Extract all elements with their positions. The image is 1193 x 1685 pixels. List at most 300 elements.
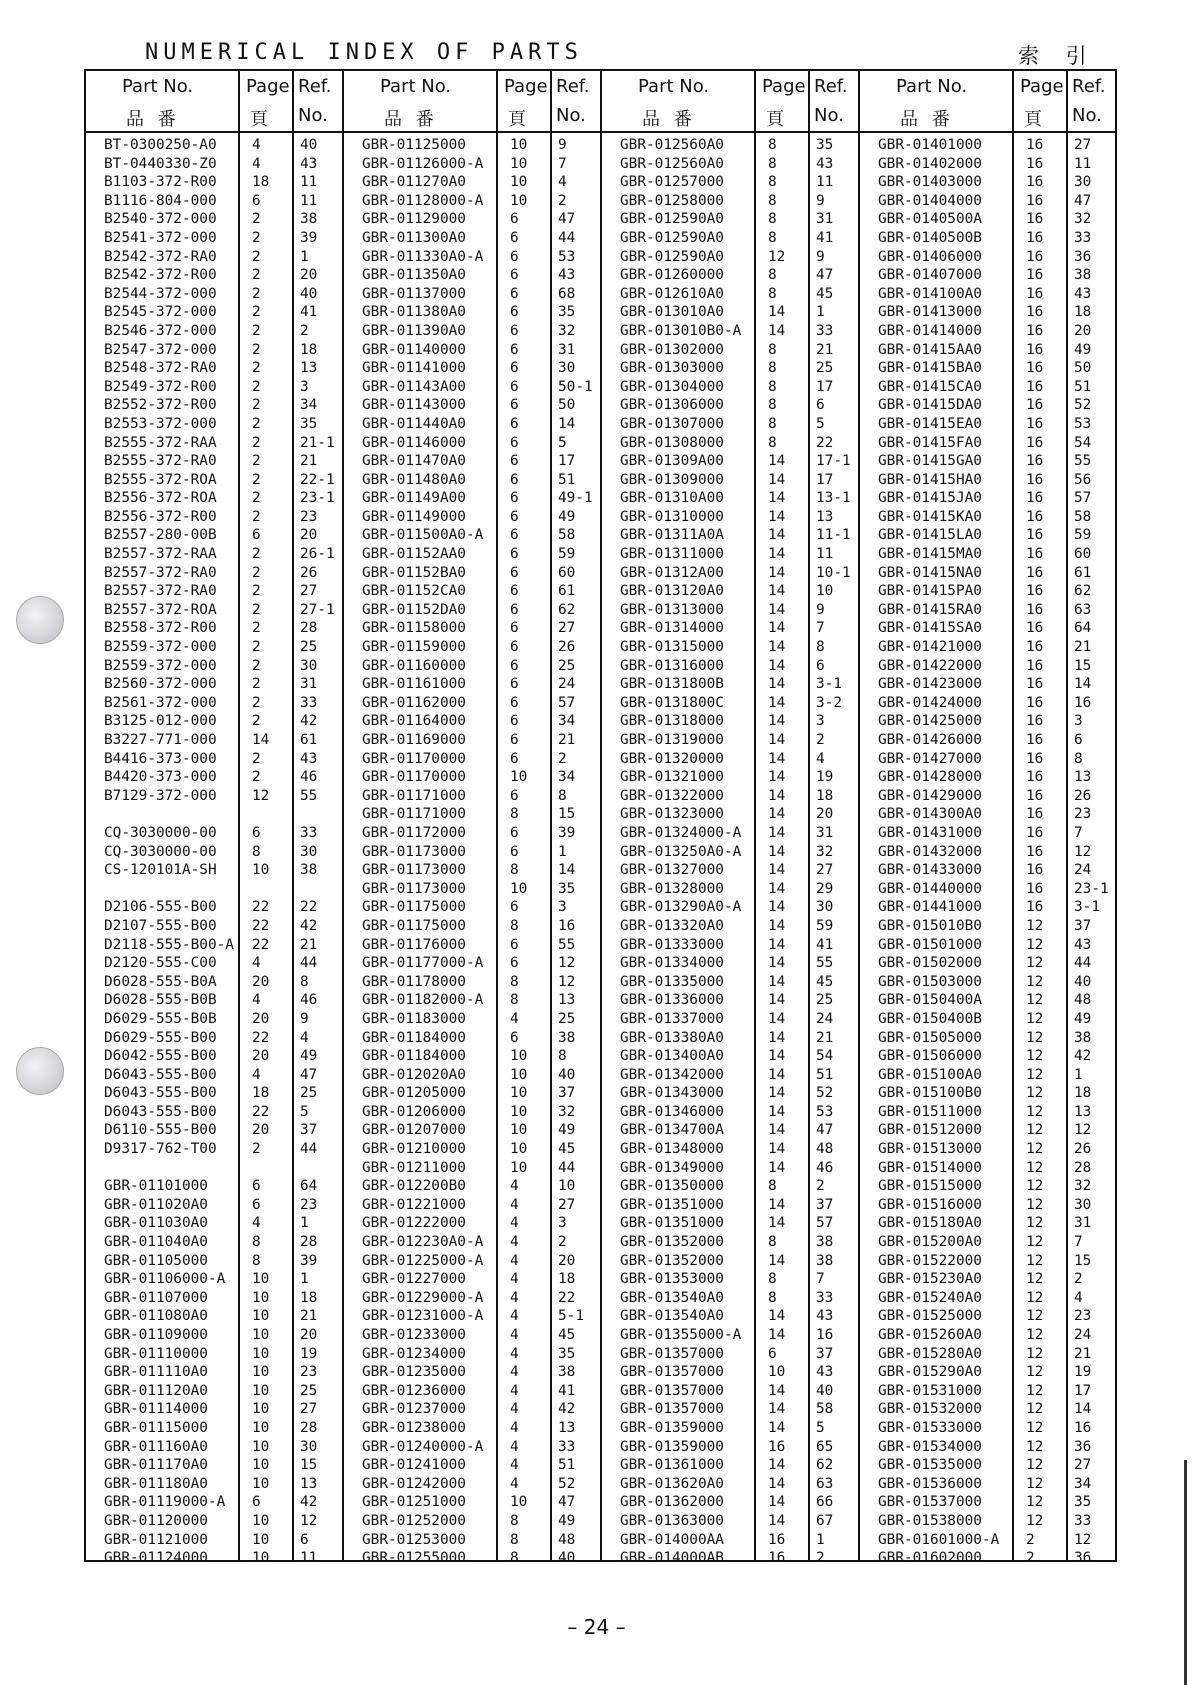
page-cell: 16 [1026, 285, 1044, 302]
part-no-cell: GBR-01225000-A [362, 1252, 484, 1269]
page-cell: 14 [768, 899, 786, 916]
ref-no-cell: 11 [816, 546, 834, 563]
part-no-cell: GBR-01158000 [362, 620, 466, 637]
part-no-cell: GBR-01172000 [362, 824, 466, 841]
page-cell: 6 [510, 787, 519, 804]
part-no-cell: GBR-01309000 [620, 471, 724, 488]
table-row [86, 1196, 342, 1215]
table-row [860, 1549, 1116, 1568]
part-no-cell: GBR-01512000 [878, 1122, 982, 1139]
part-no-cell: GBR-01222000 [362, 1215, 466, 1232]
table-row [344, 936, 600, 955]
ref-no-cell: 14 [1074, 676, 1092, 693]
part-no-cell [86, 1159, 238, 1178]
part-no-cell: GBR-01363000 [620, 1512, 724, 1529]
part-no-cell: GBR-01357000 [620, 1345, 724, 1362]
page-cell: 16 [1026, 732, 1044, 748]
ref-no-cell: 39 [300, 1252, 318, 1269]
page-cell: 2 [252, 546, 261, 563]
table-row [344, 1047, 600, 1066]
table-row [602, 396, 858, 415]
ref-no-cell: 24 [816, 1010, 834, 1027]
page-cell: 6 [252, 1494, 261, 1511]
table-row [860, 1531, 1116, 1550]
table-row [86, 136, 342, 155]
part-no-cell: GBR-012560A0 [620, 137, 724, 153]
ref-no-cell: 25 [300, 1382, 318, 1399]
table-row [602, 1475, 858, 1494]
page-cell: 16 [1026, 806, 1044, 823]
parts-index-table [84, 69, 1117, 1567]
page-cell: 12 [1026, 1512, 1044, 1529]
table-row [344, 1512, 600, 1531]
table-row [344, 898, 600, 917]
part-no-cell: GBR-011040A0 [104, 1234, 208, 1251]
page-cell: 2 [252, 415, 261, 432]
part-no-cell: GBR-01501000 [878, 936, 982, 953]
ref-no-cell: 62 [558, 601, 576, 618]
part-no-cell: BT-0300250-A0 [104, 137, 217, 153]
part-no-cell: GBR-01323000 [620, 806, 724, 823]
page-cell: 6 [510, 397, 519, 414]
part-no-cell: GBR-01238000 [362, 1419, 466, 1436]
part-no-cell: GBR-01425000 [878, 713, 982, 730]
part-no-cell: GBR-01106000-A [104, 1271, 226, 1288]
page-cell: 6 [510, 360, 519, 377]
table-row [860, 1382, 1116, 1401]
ref-no-cell: 32 [558, 1103, 576, 1120]
header-ref-jp: No. [814, 105, 844, 126]
ref-no-cell: 2 [816, 1550, 825, 1567]
page-cell: 6 [510, 267, 519, 284]
ref-no-cell: 60 [1074, 546, 1092, 563]
ref-no-cell: 18 [1074, 1085, 1092, 1102]
page-cell: 12 [1026, 1048, 1044, 1065]
page-cell: 2 [252, 713, 261, 730]
ref-no-cell: 48 [558, 1531, 576, 1548]
ref-no-cell: 32 [1074, 1178, 1092, 1195]
part-no-cell: GBR-01352000 [620, 1252, 724, 1269]
table-row [860, 322, 1116, 341]
table-row [86, 1270, 342, 1289]
table-row [344, 861, 600, 880]
table-row [602, 1438, 858, 1457]
ref-no-cell: 59 [558, 546, 576, 563]
part-no-cell: GBR-01316000 [620, 657, 724, 674]
index-column-1 [86, 71, 344, 1567]
page-cell: 2 [252, 564, 261, 581]
part-no-cell: GBR-01440000 [878, 880, 982, 897]
page-cell: 8 [510, 917, 519, 934]
part-no-cell: GBR-01404000 [878, 192, 982, 209]
table-row [602, 1047, 858, 1066]
part-no-cell: GBR-01121000 [104, 1531, 208, 1548]
table-row [860, 675, 1116, 694]
page-cell: 2 [252, 322, 261, 339]
part-no-cell: GBR-015100A0 [878, 1066, 982, 1083]
page-cell: 12 [1026, 992, 1044, 1009]
part-no-cell: GBR-01105000 [104, 1252, 208, 1269]
table-row [602, 1177, 858, 1196]
page-cell: 14 [768, 490, 786, 507]
page-cell: 8 [510, 992, 519, 1009]
part-no-cell: GBR-01236000 [362, 1382, 466, 1399]
ref-no-cell: 44 [300, 955, 318, 972]
table-row [860, 192, 1116, 211]
ref-no-cell: 11 [300, 192, 318, 209]
part-no-cell: GBR-01321000 [620, 769, 724, 786]
table-row [860, 1345, 1116, 1364]
page-cell: 12 [1026, 1141, 1044, 1158]
part-no-cell: GBR-01506000 [878, 1048, 982, 1065]
part-no-cell: GBR-015260A0 [878, 1327, 982, 1343]
page-cell: 12 [1026, 1382, 1044, 1399]
part-no-cell: GBR-01536000 [878, 1475, 982, 1492]
part-no-cell: GBR-011380A0 [362, 304, 466, 321]
ref-no-cell: 21 [558, 732, 576, 748]
part-no-cell: GBR-01515000 [878, 1178, 982, 1195]
ref-no-cell: 18 [816, 787, 834, 804]
ref-no-cell: 47 [558, 211, 576, 228]
part-no-cell: GBR-012590A0 [620, 229, 724, 246]
table-row [860, 341, 1116, 360]
ref-no-cell: 13 [558, 1419, 576, 1436]
page-cell: 14 [768, 1029, 786, 1046]
table-row [860, 136, 1116, 155]
table-row [344, 1066, 600, 1085]
ref-no-cell: 23-1 [1074, 880, 1109, 897]
ref-no-cell: 3-1 [1074, 899, 1100, 916]
part-no-cell: GBR-012200B0 [362, 1178, 466, 1195]
page-cell: 2 [252, 434, 261, 451]
ref-no-cell: 50 [1074, 360, 1092, 377]
ref-no-cell: 27-1 [300, 601, 335, 618]
page-cell: 12 [1026, 1475, 1044, 1492]
ref-no-cell: 26 [1074, 787, 1092, 804]
table-row [86, 1531, 342, 1550]
page-cell: 4 [510, 1271, 519, 1288]
table-row [344, 415, 600, 434]
table-row [860, 712, 1116, 731]
table-row [86, 471, 342, 490]
ref-no-cell: 67 [816, 1512, 834, 1529]
table-row [344, 434, 600, 453]
header-part-no: Part No. [896, 76, 968, 97]
ref-no-cell: 8 [558, 787, 567, 804]
part-no-cell: GBR-011110A0 [104, 1364, 208, 1381]
page-cell: 6 [510, 936, 519, 953]
page-cell: 16 [1026, 397, 1044, 414]
table-row [86, 1456, 342, 1475]
ref-no-cell: 11-1 [816, 527, 851, 544]
ref-no-cell [292, 880, 342, 899]
ref-no-cell: 52 [816, 1085, 834, 1102]
page-cell: 10 [510, 769, 528, 786]
table-row [86, 210, 342, 229]
part-no-cell: GBR-01170000 [362, 750, 466, 767]
page-cell: 16 [1026, 174, 1044, 191]
page-cell: 6 [510, 211, 519, 228]
page-cell: 12 [1026, 1345, 1044, 1362]
table-row [344, 1084, 600, 1103]
part-no-cell: GBR-01503000 [878, 973, 982, 990]
table-row [602, 526, 858, 545]
part-no-cell: GBR-01351000 [620, 1196, 724, 1213]
page-cell: 10 [510, 155, 528, 172]
part-no-cell: GBR-012020A0 [362, 1066, 466, 1083]
ref-no-cell: 27 [300, 583, 318, 600]
ref-no-cell: 59 [816, 917, 834, 934]
page-cell: 4 [510, 1234, 519, 1251]
table-row [860, 601, 1116, 620]
table-row [860, 1307, 1116, 1326]
table-row [602, 805, 858, 824]
page-cell: 4 [510, 1345, 519, 1362]
page-cell [238, 1159, 292, 1178]
ref-no-cell: 22 [558, 1289, 576, 1306]
part-no-cell: GBR-013250A0-A [620, 843, 742, 860]
table-row [860, 434, 1116, 453]
table-row [86, 768, 342, 787]
table-row [602, 1233, 858, 1252]
table-row [344, 248, 600, 267]
ref-no-cell: 53 [558, 248, 576, 265]
part-no-cell: GBR-01170000 [362, 769, 466, 786]
page-cell: 12 [1026, 973, 1044, 990]
page-cell: 8 [768, 229, 777, 246]
part-no-cell: GBR-01312A00 [620, 564, 724, 581]
part-no-cell: GBR-011330A0-A [362, 248, 484, 265]
table-row [860, 1363, 1116, 1382]
page-cell: 14 [768, 973, 786, 990]
table-row [860, 638, 1116, 657]
table-row [86, 917, 342, 936]
table-row [344, 155, 600, 174]
part-no-cell: GBR-01310000 [620, 508, 724, 525]
table-row [86, 415, 342, 434]
ref-no-cell: 29 [816, 880, 834, 897]
table-row [602, 1140, 858, 1159]
table-row [602, 155, 858, 174]
ref-no-cell: 2 [558, 192, 567, 209]
table-row [86, 1493, 342, 1512]
part-no-cell: GBR-015280A0 [878, 1345, 982, 1362]
page-cell: 16 [1026, 341, 1044, 358]
ref-no-cell: 28 [300, 1234, 318, 1251]
page-cell: 16 [1026, 490, 1044, 507]
page-cell: 14 [768, 564, 786, 581]
ref-no-cell: 53 [816, 1103, 834, 1120]
ref-no-cell: 4 [300, 1029, 309, 1046]
table-row [86, 657, 342, 676]
ref-no-cell: 46 [300, 992, 318, 1009]
part-no-cell: GBR-01173000 [362, 862, 466, 879]
table-row [344, 210, 600, 229]
part-no-cell: GBR-01109000 [104, 1327, 208, 1343]
table-row [344, 805, 600, 824]
table-row [344, 917, 600, 936]
part-no-cell: GBR-01413000 [878, 304, 982, 321]
page-cell: 6 [510, 639, 519, 656]
column-header [344, 71, 600, 133]
ref-no-cell: 9 [558, 137, 567, 153]
page-cell: 16 [1026, 192, 1044, 209]
ref-no-cell: 16 [558, 917, 576, 934]
ref-no-cell: 22-1 [300, 471, 335, 488]
part-no-cell: GBR-01429000 [878, 787, 982, 804]
page-cell: 18 [252, 1085, 270, 1102]
table-row [602, 415, 858, 434]
table-row [344, 1475, 600, 1494]
header-part-no-jp: 品 番 [384, 109, 438, 130]
part-no-cell: GBR-01346000 [620, 1103, 724, 1120]
ref-no-cell: 20 [1074, 322, 1092, 339]
table-row [344, 750, 600, 769]
table-row [86, 452, 342, 471]
table-row [344, 526, 600, 545]
page-cell: 8 [768, 1178, 777, 1195]
ref-no-cell: 45 [558, 1327, 576, 1343]
table-row [602, 1363, 858, 1382]
header-page-jp: 頁 [1024, 109, 1042, 130]
page-cell: 6 [510, 713, 519, 730]
part-no-cell: B2559-372-000 [104, 657, 217, 674]
table-row [860, 861, 1116, 880]
table-row [344, 489, 600, 508]
page-cell: 12 [1026, 1364, 1044, 1381]
ref-no-cell: 33 [1074, 1512, 1092, 1529]
table-row [860, 954, 1116, 973]
ref-no-cell: 37 [558, 1085, 576, 1102]
ref-no-cell: 53 [1074, 415, 1092, 432]
ref-no-cell: 15 [1074, 1252, 1092, 1269]
table-row [344, 582, 600, 601]
ref-no-cell: 40 [816, 1382, 834, 1399]
ref-no-cell: 27 [816, 862, 834, 879]
part-no-cell: D6043-555-B00 [104, 1085, 217, 1102]
part-no-cell: GBR-011440A0 [362, 415, 466, 432]
ref-no-cell: 14 [558, 862, 576, 879]
part-no-cell: GBR-01240000-A [362, 1438, 484, 1455]
part-no-cell: GBR-01237000 [362, 1401, 466, 1418]
ref-no-cell: 13-1 [816, 490, 851, 507]
table-row [344, 545, 600, 564]
part-no-cell: GBR-014100A0 [878, 285, 982, 302]
ref-no-cell: 43 [1074, 936, 1092, 953]
ref-no-cell: 22 [816, 434, 834, 451]
table-row [86, 694, 342, 713]
part-no-cell: B2559-372-000 [104, 639, 217, 656]
part-no-cell: GBR-01253000 [362, 1531, 466, 1548]
page-cell: 10 [252, 862, 270, 879]
ref-no-cell: 32 [1074, 211, 1092, 228]
page-cell: 16 [1026, 229, 1044, 246]
part-no-cell: GBR-01522000 [878, 1252, 982, 1269]
page-cell: 16 [1026, 583, 1044, 600]
part-no-cell: B2548-372-RA0 [104, 360, 217, 377]
page-cell: 20 [252, 1010, 270, 1027]
page-cell: 8 [768, 285, 777, 302]
ref-no-cell: 42 [1074, 1048, 1092, 1065]
table-row [344, 1140, 600, 1159]
page-cell: 10 [252, 1327, 270, 1343]
ref-no-cell: 43 [300, 750, 318, 767]
table-row [860, 248, 1116, 267]
table-row [344, 1270, 600, 1289]
ref-no-cell: 35 [300, 415, 318, 432]
table-row [86, 601, 342, 620]
header-ref: Ref. [298, 76, 332, 97]
table-row [602, 192, 858, 211]
page-cell: 10 [252, 1457, 270, 1474]
table-row [860, 936, 1116, 955]
part-no-cell: B1103-372-R00 [104, 174, 217, 191]
column-divider [1012, 71, 1014, 1560]
page-cell: 14 [768, 1215, 786, 1232]
table-row [602, 1456, 858, 1475]
header-page: Page [762, 76, 806, 97]
page-cell: 16 [1026, 267, 1044, 284]
ref-no-cell: 8 [300, 973, 309, 990]
column-header [86, 71, 342, 133]
page-cell: 12 [252, 787, 270, 804]
part-no-cell: GBR-0140500B [878, 229, 982, 246]
table-row [86, 731, 342, 750]
table-row [86, 1103, 342, 1122]
ref-no-cell: 68 [558, 285, 576, 302]
table-row [86, 508, 342, 527]
ref-no-cell: 46 [816, 1159, 834, 1176]
page-cell: 20 [252, 1122, 270, 1139]
part-no-cell: B2553-372-000 [104, 415, 217, 432]
table-row [602, 1159, 858, 1178]
page-cell: 10 [510, 174, 528, 191]
part-no-cell: GBR-01176000 [362, 936, 466, 953]
part-no-cell: GBR-01538000 [878, 1512, 982, 1529]
table-row [86, 1382, 342, 1401]
page-cell: 10 [252, 1345, 270, 1362]
ref-no-cell: 9 [816, 248, 825, 265]
ref-no-cell: 49-1 [558, 490, 593, 507]
part-no-cell: GBR-01352000 [620, 1234, 724, 1251]
page-cell: 2 [252, 769, 261, 786]
table-row [602, 1382, 858, 1401]
ref-no-cell: 35 [558, 880, 576, 897]
ref-no-cell: 19 [816, 769, 834, 786]
page-cell: 14 [768, 1512, 786, 1529]
ref-no-cell: 35 [1074, 1494, 1092, 1511]
part-no-cell: GBR-01415CA0 [878, 378, 982, 395]
page-cell: 16 [1026, 601, 1044, 618]
table-row [344, 1307, 600, 1326]
page-cell: 14 [768, 322, 786, 339]
ref-no-cell: 9 [300, 1010, 309, 1027]
header-ref-jp: No. [556, 105, 586, 126]
table-row [602, 973, 858, 992]
part-no-cell: GBR-01125000 [362, 137, 466, 153]
table-row [344, 1438, 600, 1457]
table-row [344, 192, 600, 211]
table-row [86, 1214, 342, 1233]
ref-no-cell: 33 [300, 824, 318, 841]
ref-no-cell: 35 [558, 304, 576, 321]
ref-no-cell: 31 [558, 341, 576, 358]
page-cell: 14 [768, 694, 786, 711]
ref-no-cell: 8 [816, 639, 825, 656]
table-row [602, 1307, 858, 1326]
part-no-cell: GBR-01314000 [620, 620, 724, 637]
page-cell: 16 [1026, 527, 1044, 544]
